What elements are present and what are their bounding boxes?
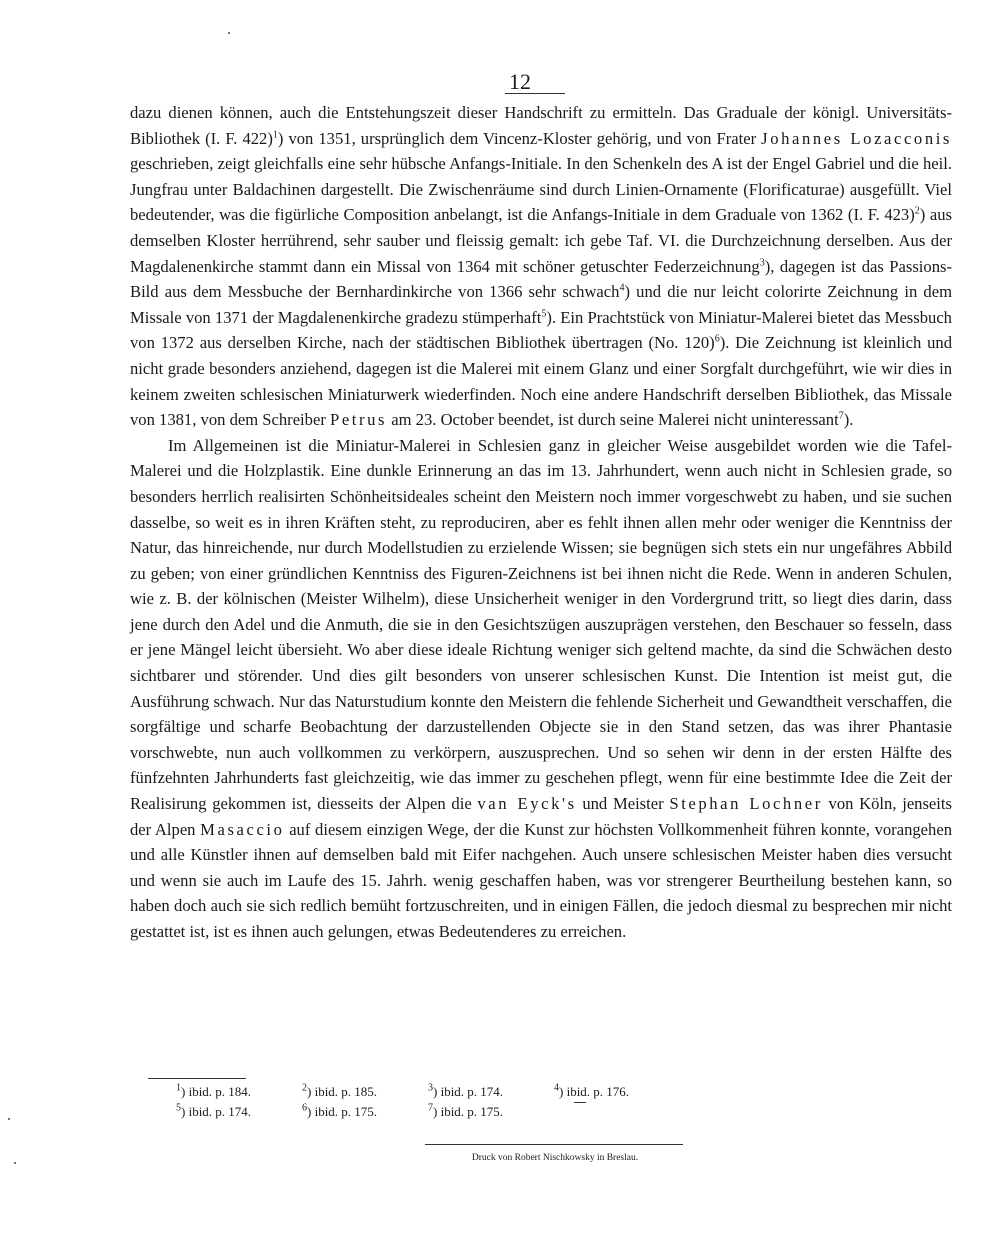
footnote-mark: 1 [176,1082,181,1094]
footnote-1 [176,1082,302,1102]
footnote-ref: 7 [838,410,844,422]
paragraph-1 [130,100,952,433]
footnote-7 [428,1102,554,1122]
footnote-6 [302,1102,428,1122]
footnote-3 [428,1082,554,1102]
footnote-text: ) ibid. p. 176. [559,1084,630,1099]
footnote-row [176,1082,776,1102]
text-run: am 23. October beendet, ist durch seine Malerei nicht uninteressant [387,410,839,430]
text-run: ) und die nur leicht colorirte Zeichnung in dem Missale von 1371 der Magdalenenkirche gradezu stümperhaft [130,282,953,327]
footnote-mark: 3 [428,1082,433,1094]
text-run: Im Allgemeinen ist die Miniatur-Malerei in Schlesien ganz in gleicher Weise ausgebildet worden wie die Tafel-Malerei und die Holzplastik. Eine dunkle Erinnerung an das im 13. Jahrhundert, wenn auch nicht in Schlesien grade, so besonders herrlich realisirten Schönheitsideales scheint den Meistern noch immer vorgeschwebt zu haben, und sie suchen dasselbe, so weit es in ihren Kräften steht, zu reproduciren, aber es fehlt ihnen allen mehr oder weniger die Kenntniss der Natur, das hinreichende, nur durch Modellstudien zu erzielende Wissen; sie begnügen sich stets ein nur ungefähres Abbild zu geben; von einer gründlichen Kenntniss des Figuren-Zeichnens ist bei ihnen nicht die Rede. Wenn in anderen Schulen, wie z. B. der kölnischen (Meister Wilhelm), diese Unsicherheit weniger in den Vordergrund tritt, so liegt dies darin, dass jene durch den Adel und die Anmuth, die sie in den Gesichtszügen auszuprägen verstehen, den Beschauer so fesseln, dass er jene Mängel leicht übersieht. Wo aber diese ideale Richtung weniger sich geltend machte, da sind die Schwächen desto sichtbarer und störender. Und dies gilt besonders von unserer schlesischen Kunst. Die Intention ist meist gut, die Ausführung schwach. Nur das Naturstudium konnte den Meistern die fehlende Sicherheit und Gewandtheit verschaffen, die sorgfältige und scharfe Beobachtung der darzustellenden Objecte sie in den Stand setzen, das was ihrer Phantasie vorschwebte, nun auch vollkommen zu verkörpern, auszusprechen. Und so sehen wir denn in der ersten Hälfte des fünfzehnten Jahrhunderts fast gleichzeitig, wie das immer zu geschehen pflegt, wenn für eine bestimmte Idee die Zeit der Realisirung gekommen ist, diesseits der Alpen die [130,435,952,814]
printer-rule [425,1144,683,1145]
text-run: geschrieben, zeigt gleichfalls eine sehr hübsche Anfangs-Initiale. In den Schenkeln des A ist der Engel Gabriel und die heil. Jungfrau unter Baldachinen dargestellt. Die Zwischenräume sind durch Linien-Ornamente (Florificaturae) ausgefüllt. Viel bedeutender, was die figürliche Composition anbelangt, ist die Anfangs-Initiale in dem Graduale von 1362 (I. F. 423) [130,154,952,225]
text-run: ) aus demselben Kloster herrührend, sehr sauber und fleissig gemalt: ich gebe Taf. VI. die Durchzeichnung derselben. Aus der Magdalenenkirche stammt dann ein Missal von 1364 mit schöner getuschter Federzeichnung [130,205,952,276]
footnote-ref: 3 [759,257,765,269]
text-run: ). Ein Prachtstück von Miniatur-Malerei bietet das Messbuch von 1372 aus derselben Kirche, nach der städtischen Bibliothek übertragen (No. 120) [130,307,952,353]
footnote-text: ) ibid. p. 184. [181,1084,252,1099]
footnote-end-dash [574,1102,586,1122]
footnote-ref: 1 [272,129,278,141]
footnote-ref: 4 [619,282,625,294]
footnote-mark: 6 [302,1102,307,1114]
footnote-mark: 5 [176,1102,181,1114]
spaced-name: van Eyck's [477,794,577,814]
footnote-4 [554,1082,629,1102]
scan-speck [8,1118,10,1120]
text-run: auf diesem einzigen Wege, der die Kunst zur höchsten Vollkommenheit führen konnte, vorangehen und alle Künstler ihnen auf demselben bald mit Eifer nachgehen. Auch unsere schlesischen Meister haben dies versucht und wenn sie auch im Laufe des 15. Jahrh. wenig geschaffen haben, was vor strengerer Beurtheilung bestehen kann, so haben doch auch sie sich redlich bemüht fortzuschreiten, und in einigen Fällen, die jedoch diesmal zu besprechen mir nicht gestattet ist, ist es ihnen auch gelungen, etwas Bedeutenderes zu erreichen. [130,819,952,941]
spaced-name: Johannes Lozacconis [761,128,952,148]
spaced-name: Petrus [330,410,388,430]
text-run: und Meister [576,794,670,814]
footnote-text: ) ibid. p. 174. [433,1084,504,1099]
body-text [130,100,952,945]
text-run: dazu dienen können, auch die Entstehungszeit dieser Handschrift zu ermitteln. Das Graduale der königl. Universitäts-Bibliothek (I. F. 422) [130,103,952,148]
footnote-text: ) ibid. p. 185. [307,1084,378,1099]
footnote-ref: 6 [714,333,720,345]
footnote-ref: 5 [541,308,547,320]
footnote-text: ) ibid. p. 175. [307,1104,378,1119]
scan-speck [14,1162,16,1164]
footnote-text: ) ibid. p. 174. [181,1104,252,1119]
text-run: ). Die Zeichnung ist kleinlich und nicht grade besonders anziehend, dagegen ist die Malerei mit einem Glanz und einer Sorgfalt durchgeführt, wie wir dies in keinem zweiten schlesischen Miniaturwerk wiederfinden. Noch eine andere Handschrift derselben Bibliothek, das Missale von 1381, von dem Schreiber [130,333,952,430]
text-run: ) von 1351, ursprünglich dem Vincenz-Kloster gehörig, und von Frater [277,128,762,148]
text-run: ). [843,410,854,430]
spaced-name: Masaccio [200,819,285,839]
footnote-5 [176,1102,302,1122]
footnotes [176,1082,776,1122]
footnote-text: ) ibid. p. 175. [433,1104,504,1119]
text-run: von Köln, jenseits der Alpen [130,794,952,839]
scan-speck [228,32,230,34]
footnote-2 [302,1082,428,1102]
paragraph-2 [130,433,952,945]
footnote-ref: 2 [914,205,920,217]
spaced-name: Stephan Lochner [669,794,823,814]
footnote-mark: 4 [554,1082,559,1094]
footnote-row [176,1102,776,1122]
footnote-mark: 2 [302,1082,307,1094]
text-run: ), dagegen ist das Passions-Bild aus dem Messbuche der Bernhardinkirche von 1366 sehr schwach [130,256,952,302]
page-number-rule [505,93,565,94]
printer-line: Druck von Robert Nischkowsky in Breslau. [471,1153,639,1163]
page-number: 12 [509,69,531,94]
footnote-rule [148,1078,246,1079]
footnote-mark: 7 [428,1102,433,1114]
